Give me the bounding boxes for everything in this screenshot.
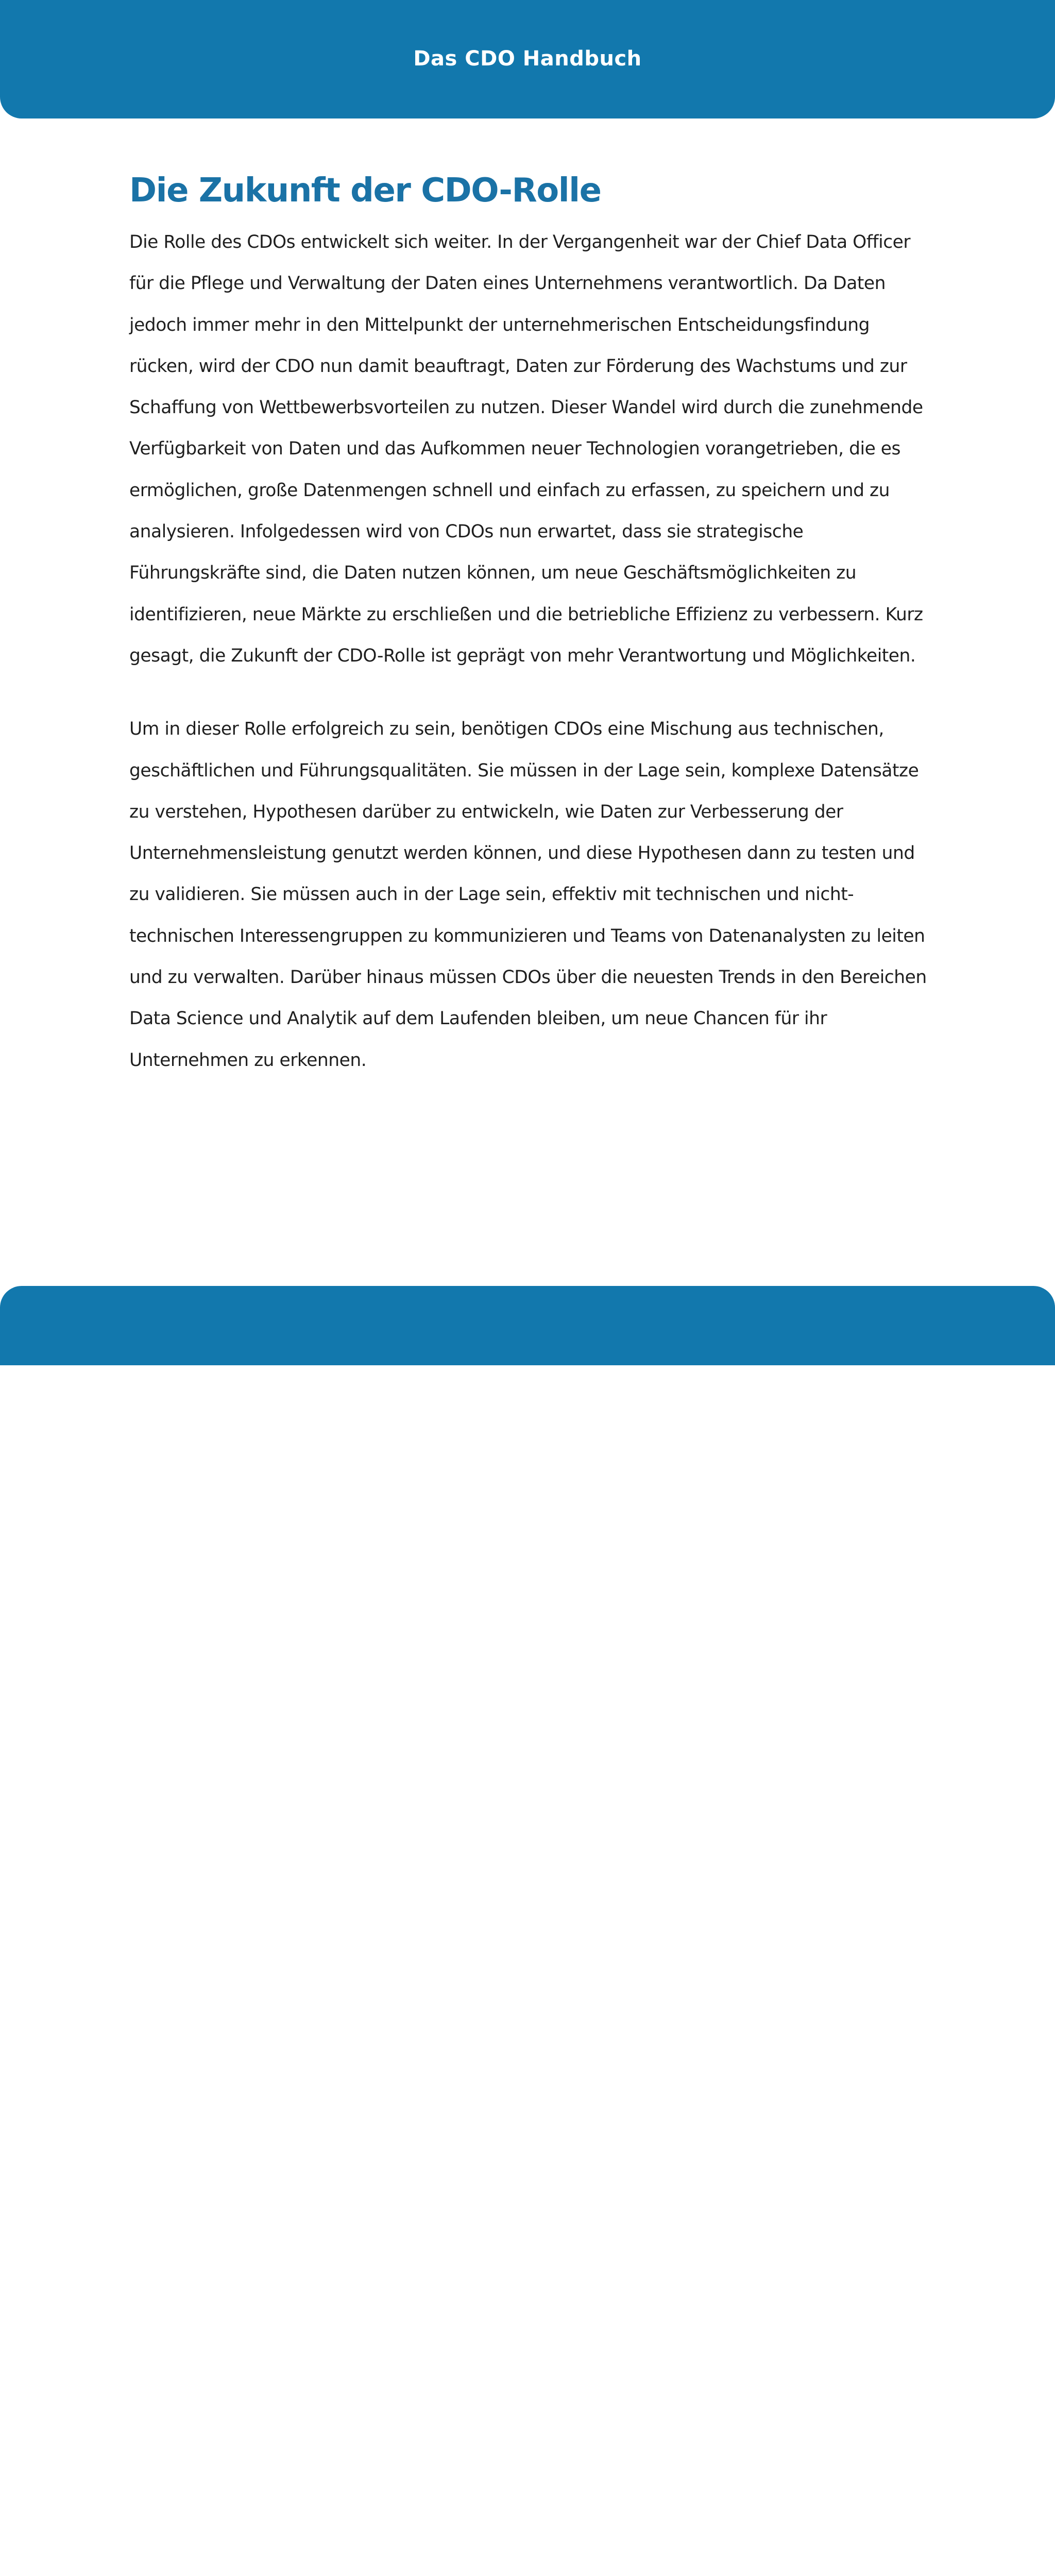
page-title: Die Zukunft der CDO-Rolle [129, 172, 601, 210]
main-content [129, 170, 933, 1081]
body-paragraph-1: Die Rolle des CDOs entwickelt sich weiter. In der Vergangenheit war der Chief Data Officer für die Pflege und Verwaltung der Daten eines Unternehmens verantwortlich. Da Daten jedoch immer mehr in den Mittelpunkt der unternehmerischen Entscheidungsfindung rücken, wird der CDO nun damit beauftragt, Daten zur Förderung des Wachstums und zur Schaffung von Wettbewerbsvorteilen zu nutzen. Dieser Wandel wird durch die zunehmende Verfügbarkeit von Daten und das Aufkommen neuer Technologien vorangetrieben, die es ermöglichen, große Datenmengen schnell und einfach zu erfassen, zu speichern und zu analysieren. Infolgedessen wird von CDOs nun erwartet, dass sie strategische Führungskräfte sind, die Daten nutzen können, um neue Geschäftsmöglichkeiten zu identifizieren, neue Märkte zu erschließen und die betriebliche Effizienz zu verbessern. Kurz gesagt, die Zukunft der CDO-Rolle ist geprägt von mehr Verantwortung und Möglichkeiten. [129, 232, 923, 666]
book-title: Das CDO Handbuch [413, 47, 642, 71]
footer-band [0, 1286, 1055, 1365]
header-band [0, 0, 1055, 118]
body-paragraph-2: Um in dieser Rolle erfolgreich zu sein, benötigen CDOs eine Mischung aus technischen, geschäftlichen und Führungsqualitäten. Sie müssen in der Lage sein, komplexe Datensätze zu verstehen, Hypothesen darüber zu entwickeln, wie Daten zur Verbesserung der Unternehmensleistung genutzt werden können, und diese Hypothesen dann zu testen und zu validieren. Sie müssen auch in der Lage sein, effektiv mit technischen und nicht-technischen Interessengruppen zu kommunizieren und Teams von Datenanalysten zu leiten und zu verwalten. Darüber hinaus müssen CDOs über die neuesten Trends in den Bereichen Data Science und Analytik auf dem Laufenden bleiben, um neue Chancen für ihr Unternehmen zu erkennen. [129, 719, 927, 1071]
